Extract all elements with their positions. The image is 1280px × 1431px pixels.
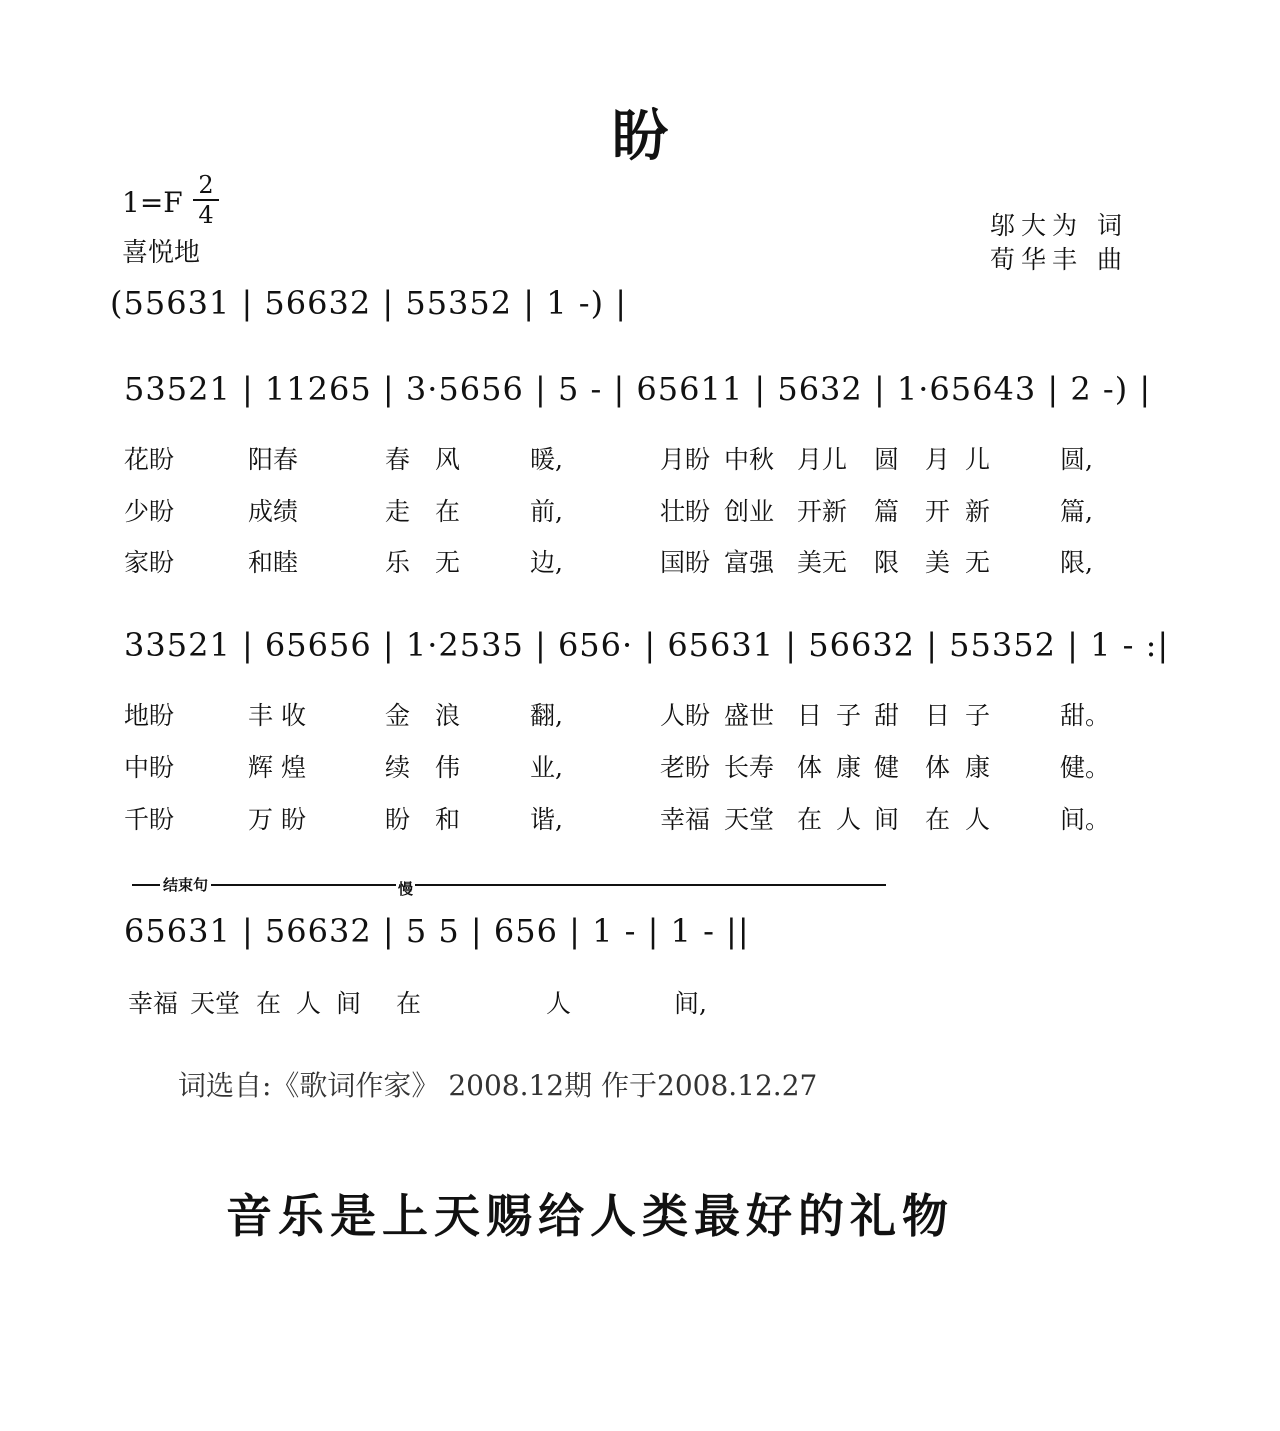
lyric: 开新 [797, 497, 848, 526]
lyric: 月儿 [797, 445, 848, 474]
lyric: 盛世 [724, 701, 775, 730]
lyric: 盼 [385, 805, 411, 834]
score-line-1: 53521 | 11265 | 3·5656 | 5 - | 65611 | 5632 | 1·65643 | 2 -) | [124, 370, 1152, 408]
lyric: 月盼 [660, 445, 711, 474]
lyric: 家盼 [124, 548, 175, 577]
lyric: 无 [435, 548, 461, 577]
lyric: 人 [965, 805, 991, 834]
lyric: 间 [336, 989, 362, 1018]
lyric: 限, [1060, 548, 1093, 577]
lyric: 天堂 [724, 805, 775, 834]
lyric: 康 [965, 753, 991, 782]
time-numerator: 2 [193, 171, 219, 201]
lyric: 翻, [530, 701, 563, 730]
lyric: 千盼 [124, 805, 175, 834]
lyric: 间, [674, 989, 707, 1018]
lyric: 走 [385, 497, 411, 526]
lyric: 在 [396, 989, 422, 1018]
lyric: 人 [296, 989, 322, 1018]
lyric: 国盼 [660, 548, 711, 577]
lyric: 健。 [1060, 753, 1111, 782]
lyric: 篇 [874, 497, 900, 526]
lyric: 浪 [435, 701, 461, 730]
lyric: 春 [385, 445, 411, 474]
motto: 音乐是上天赐给人类最好的礼物 [226, 1189, 954, 1243]
lyric: 中盼 [124, 753, 175, 782]
lyric: 丰 收 [248, 701, 306, 730]
lyric: 创业 [724, 497, 775, 526]
lyric: 伟 [435, 753, 461, 782]
lyric: 圆, [1060, 445, 1093, 474]
lyric: 幸福 [128, 989, 179, 1018]
lyric: 美无 [797, 548, 848, 577]
ending-bracket [132, 884, 886, 898]
time-denominator: 4 [198, 201, 214, 229]
score-line-2: 33521 | 65656 | 1·2535 | 656· | 65631 | 56632 | 55352 | 1 - :| [124, 626, 1170, 664]
lyric: 人 [546, 989, 572, 1018]
time-signature [193, 171, 219, 229]
lyric: 老盼 [660, 753, 711, 782]
lyric: 谐, [530, 805, 563, 834]
lyric: 万 盼 [248, 805, 306, 834]
lyric: 乐 [385, 548, 411, 577]
slow-mark: 慢 [398, 880, 414, 898]
lyric: 中秋 [724, 445, 775, 474]
lyric: 体 [925, 753, 951, 782]
lyric: 前, [530, 497, 563, 526]
lyric: 甜 [874, 701, 900, 730]
lyric: 限 [874, 548, 900, 577]
lyric: 新 [965, 497, 991, 526]
lyric: 子 [836, 701, 862, 730]
tempo-marking: 喜悦地 [122, 238, 201, 268]
lyric: 幸福 [660, 805, 711, 834]
lyric: 在 [256, 989, 282, 1018]
lyric: 和睦 [248, 548, 299, 577]
lyric: 成绩 [248, 497, 299, 526]
lyric: 开 [925, 497, 951, 526]
ending-label: 结束句 [160, 874, 211, 895]
lyric: 壮盼 [660, 497, 711, 526]
lyric: 长寿 [724, 753, 775, 782]
lyric: 日 [925, 701, 951, 730]
lyric: 康 [836, 753, 862, 782]
lyric: 美 [925, 548, 951, 577]
lyric: 金 [385, 701, 411, 730]
lyric: 儿 [965, 445, 991, 474]
lyric: 在 [797, 805, 823, 834]
lyric: 子 [965, 701, 991, 730]
lyric: 在 [435, 497, 461, 526]
lyric: 无 [965, 548, 991, 577]
lyric: 健 [874, 753, 900, 782]
lyric: 人盼 [660, 701, 711, 730]
lyric: 阳春 [248, 445, 299, 474]
lyric: 人 [836, 805, 862, 834]
lyric: 暖, [530, 445, 563, 474]
score-intro: (55631 | 56632 | 55352 | 1 -) | [110, 284, 628, 322]
lyric: 业, [530, 753, 563, 782]
song-title: 盼 [612, 103, 668, 169]
lyric: 边, [530, 548, 563, 577]
lyric: 日 [797, 701, 823, 730]
lyric: 富强 [724, 548, 775, 577]
lyric: 少盼 [124, 497, 175, 526]
score-ending: 65631 | 56632 | 5 5 | 656 | 1 - | 1 - || [124, 912, 750, 950]
lyric: 辉 煌 [248, 753, 306, 782]
source-note: 词选自:《歌词作家》 2008.12期 作于2008.12.27 [178, 1069, 818, 1102]
lyric: 在 [925, 805, 951, 834]
lyric: 篇, [1060, 497, 1093, 526]
lyric: 风 [435, 445, 461, 474]
composer-credit: 荀华丰 曲 [990, 245, 1128, 274]
lyric: 间。 [1060, 805, 1111, 834]
lyricist-credit: 邬大为 词 [990, 211, 1128, 240]
lyric: 和 [435, 805, 461, 834]
lyric: 续 [385, 753, 411, 782]
lyric: 地盼 [124, 701, 175, 730]
lyric: 天堂 [190, 989, 241, 1018]
lyric: 月 [925, 445, 951, 474]
lyric: 间 [874, 805, 900, 834]
lyric: 花盼 [124, 445, 175, 474]
key-signature: 1=F [122, 186, 183, 219]
lyric: 体 [797, 753, 823, 782]
lyric: 甜。 [1060, 701, 1111, 730]
lyric: 圆 [874, 445, 900, 474]
